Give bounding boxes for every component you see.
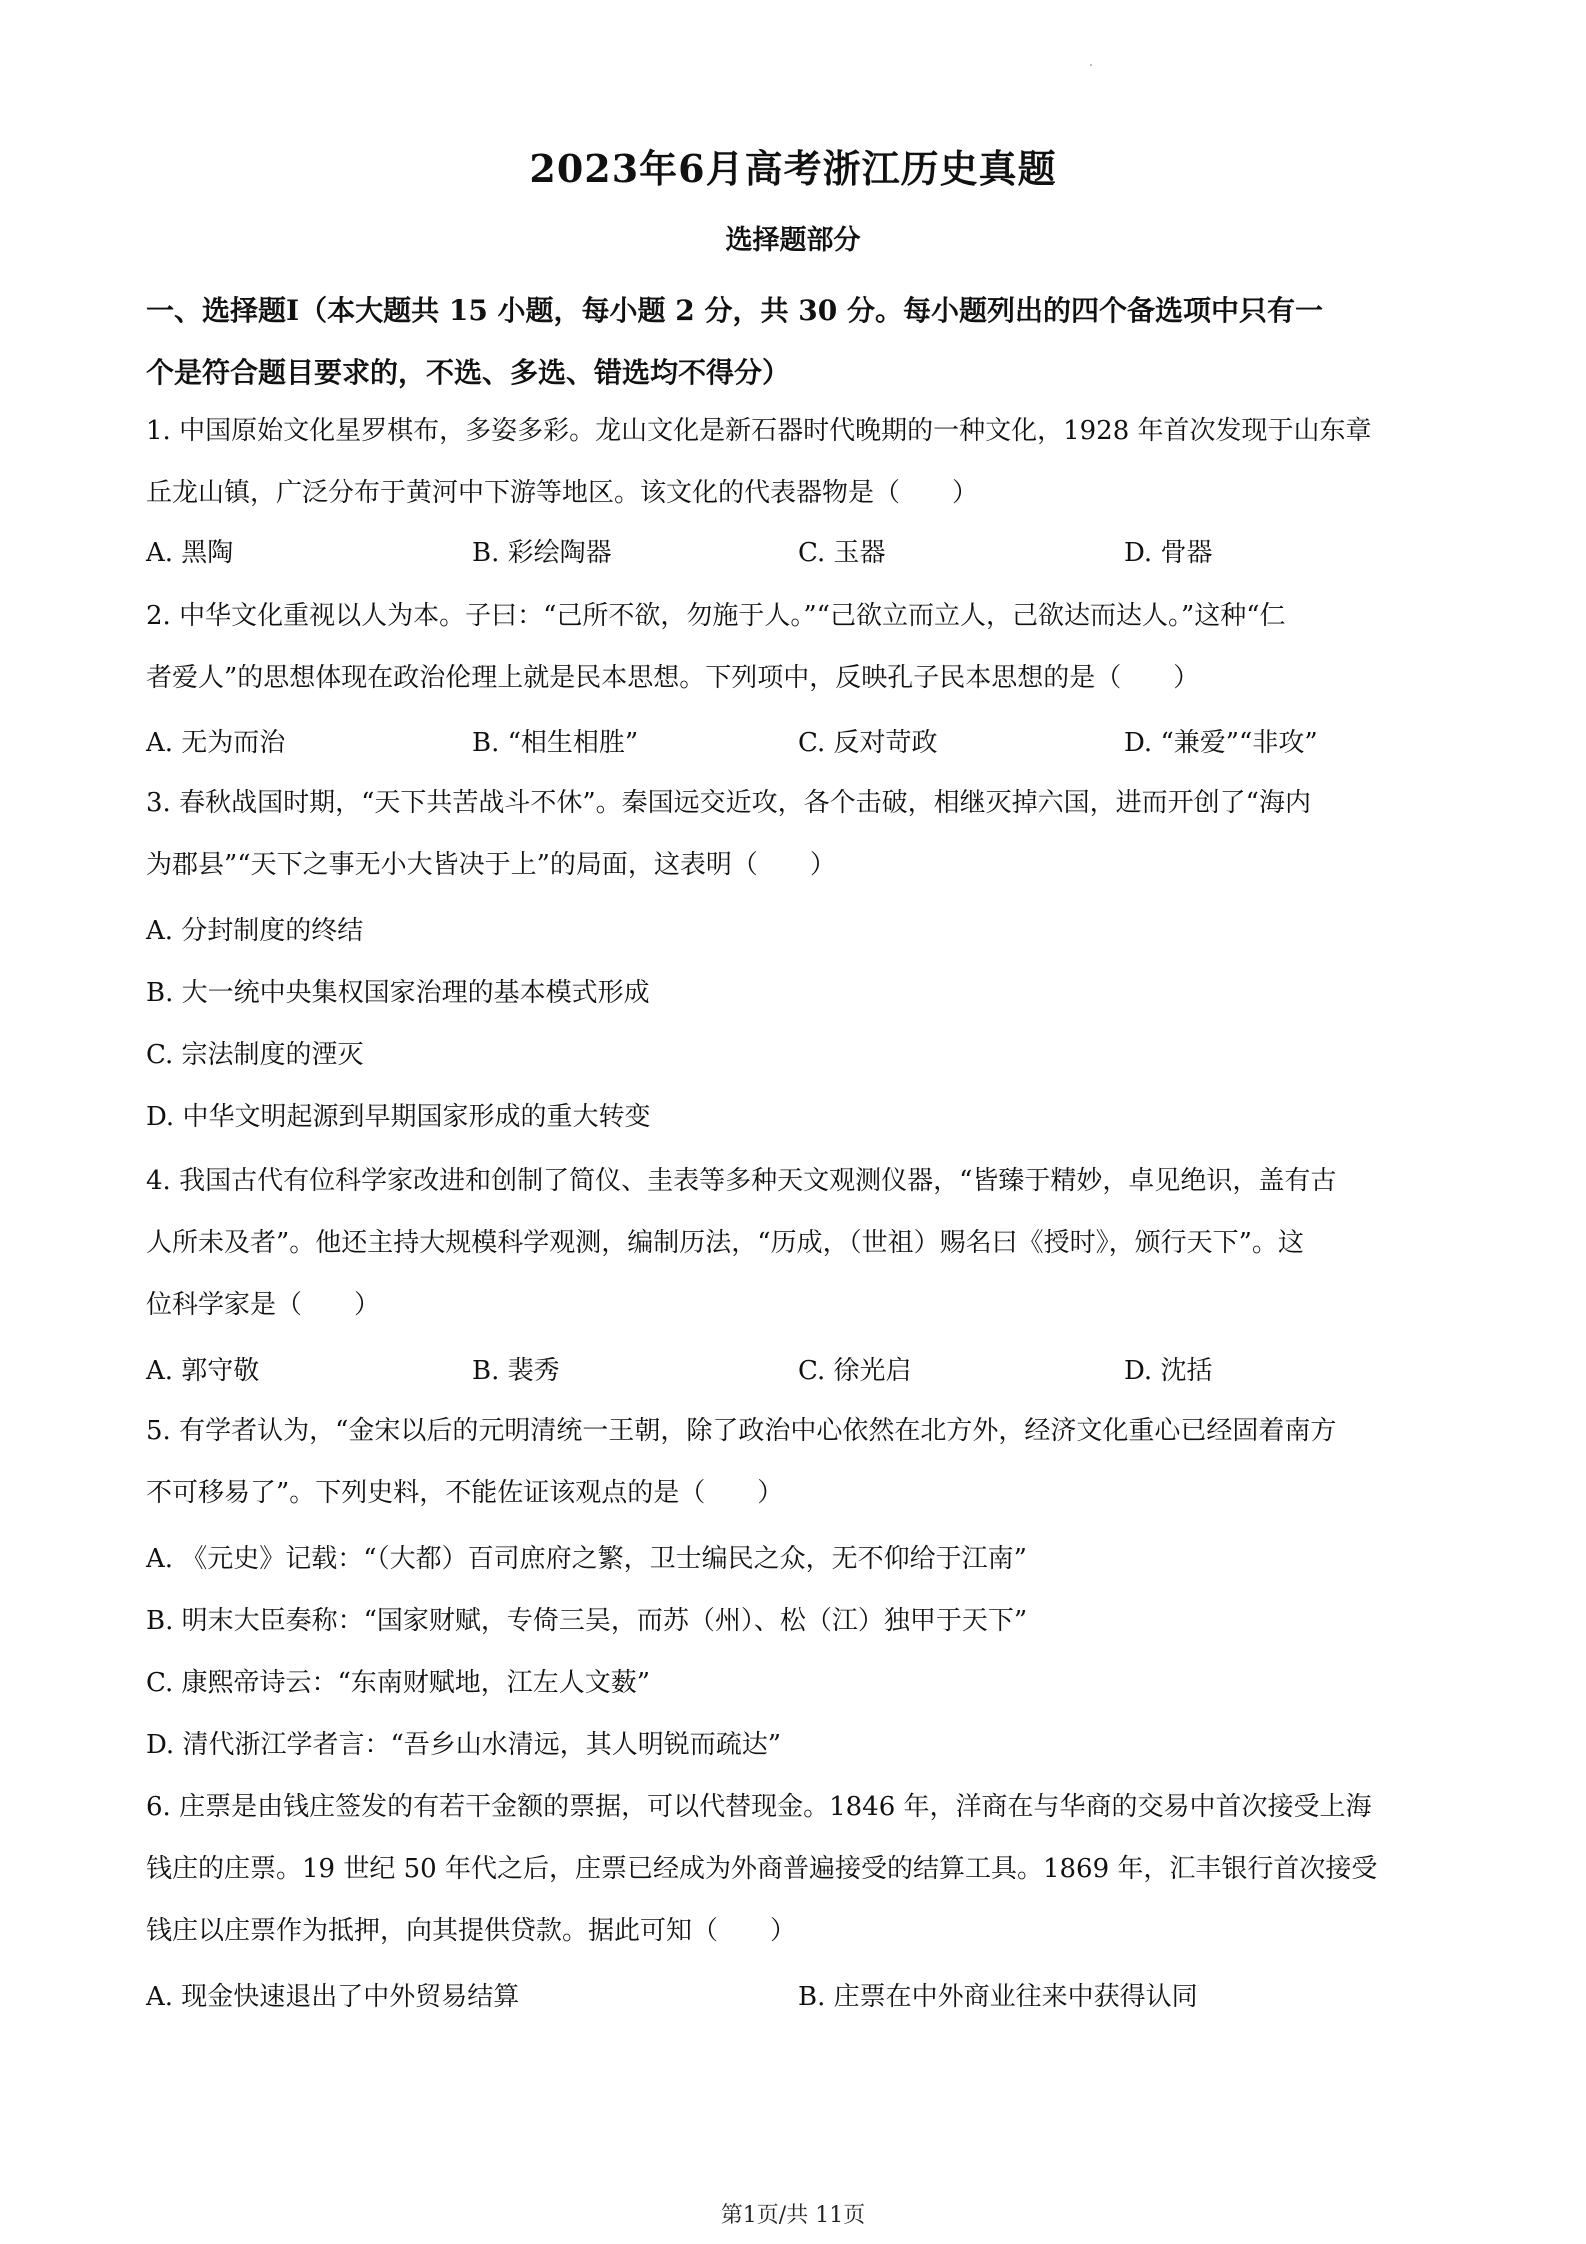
question-line: 2. 中华文化重视以人为本。子曰：“己所不欲，勿施于人。”“己欲立而立人，己欲达而达人。”这种“仁 bbox=[146, 601, 1286, 631]
question-line: 丘龙山镇，广泛分布于黄河中下游等地区。该文化的代表器物是（ ） bbox=[146, 478, 979, 508]
exam-title: 2023年6月高考浙江历史真题 bbox=[529, 146, 1057, 191]
question-4-text bbox=[146, 1150, 1446, 1336]
question-line: 1. 中国原始文化星罗棋布，多姿多彩。龙山文化是新石器时代晚期的一种文化，1928 年首次发现于山东章 bbox=[146, 416, 1372, 446]
question-line: 钱庄的庄票。19 世纪 50 年代之后，庄票已经成为外商普遍接受的结算工具。1869 年，汇丰银行首次接受 bbox=[146, 1854, 1378, 1884]
question-2-text bbox=[146, 585, 1446, 709]
section-heading-line: 一、选择题Ⅰ（本大题共 15 小题，每小题 2 分，共 30 分。每小题列出的四个备选项中只有一 bbox=[146, 294, 1324, 327]
q1-option-d: D. 骨器 bbox=[1124, 538, 1213, 568]
q5-option-b: B. 明末大臣奏称：“国家财赋，专倚三吴，而苏（州）、松（江）独甲于天下” bbox=[146, 1606, 1028, 1636]
question-line: 位科学家是（ ） bbox=[146, 1290, 381, 1320]
section-subtitle: 选择题部分 bbox=[725, 225, 861, 256]
q4-option-d: D. 沈括 bbox=[1124, 1356, 1213, 1386]
question-6-text bbox=[146, 1776, 1446, 1962]
question-line: 不可移易了”。下列史料，不能佐证该观点的是（ ） bbox=[146, 1478, 784, 1508]
q2-option-d: D. “兼爱”“非攻” bbox=[1124, 728, 1318, 758]
question-3-text bbox=[146, 772, 1446, 896]
section-heading bbox=[146, 280, 1446, 404]
question-line: 钱庄以庄票作为抵押，向其提供贷款。据此可知（ ） bbox=[146, 1916, 797, 1946]
q4-option-b: B. 裴秀 bbox=[472, 1356, 560, 1386]
q1-option-c: C. 玉器 bbox=[798, 538, 886, 568]
q4-option-a: A. 郭守敬 bbox=[146, 1356, 260, 1386]
q3-option-c: C. 宗法制度的湮灭 bbox=[146, 1040, 364, 1070]
q3-option-d: D. 中华文明起源到早期国家形成的重大转变 bbox=[146, 1102, 651, 1132]
q5-option-d: D. 清代浙江学者言：“吾乡山水清远，其人明锐而疏达” bbox=[146, 1730, 782, 1760]
q3-option-a: A. 分封制度的终结 bbox=[146, 916, 364, 946]
q4-option-c: C. 徐光启 bbox=[798, 1356, 912, 1386]
question-1-text bbox=[146, 400, 1446, 524]
q1-option-b: B. 彩绘陶器 bbox=[472, 538, 612, 568]
scan-speck bbox=[1090, 64, 1092, 66]
question-line: 者爱人”的思想体现在政治伦理上就是民本思想。下列项中，反映孔子民本思想的是（ ） bbox=[146, 663, 1200, 693]
question-line: 6. 庄票是由钱庄签发的有若干金额的票据，可以代替现金。1846 年，洋商在与华商的交易中首次接受上海 bbox=[146, 1792, 1372, 1822]
question-line: 5. 有学者认为，“金宋以后的元明清统一王朝，除了政治中心依然在北方外，经济文化重心已经固着南方 bbox=[146, 1416, 1337, 1446]
question-line: 4. 我国古代有位科学家改进和创制了简仪、圭表等多种天文观测仪器，“皆臻于精妙，卓见绝识，盖有古 bbox=[146, 1166, 1337, 1196]
q5-option-a: A. 《元史》记载：“（大都）百司庶府之繁，卫士编民之众，无不仰给于江南” bbox=[146, 1544, 1027, 1574]
question-line: 3. 春秋战国时期，“天下共苦战斗不休”。秦国远交近攻，各个击破，相继灭掉六国，进而开创了“海内 bbox=[146, 788, 1311, 818]
q2-option-c: C. 反对苛政 bbox=[798, 728, 938, 758]
section-heading-line: 个是符合题目要求的，不选、多选、错选均不得分） bbox=[146, 356, 791, 389]
q2-option-b: B. “相生相胜” bbox=[472, 728, 639, 758]
q1-option-a: A. 黑陶 bbox=[146, 538, 234, 568]
question-line: 为郡县”“天下之事无小大皆决于上”的局面，这表明（ ） bbox=[146, 850, 836, 880]
q6-option-b: B. 庄票在中外商业往来中获得认同 bbox=[798, 1982, 1198, 2012]
q5-option-c: C. 康熙帝诗云：“东南财赋地，江左人文薮” bbox=[146, 1668, 651, 1698]
page-number-footer: 第1页/共 11页 bbox=[720, 2203, 866, 2228]
question-line: 人所未及者”。他还主持大规模科学观测，编制历法，“历成，（世祖）赐名曰《授时》，颁行天下”。这 bbox=[146, 1228, 1304, 1258]
question-5-text bbox=[146, 1400, 1446, 1524]
q2-option-a: A. 无为而治 bbox=[146, 728, 286, 758]
q6-option-a: A. 现金快速退出了中外贸易结算 bbox=[146, 1982, 520, 2012]
q3-option-b: B. 大一统中央集权国家治理的基本模式形成 bbox=[146, 978, 650, 1008]
